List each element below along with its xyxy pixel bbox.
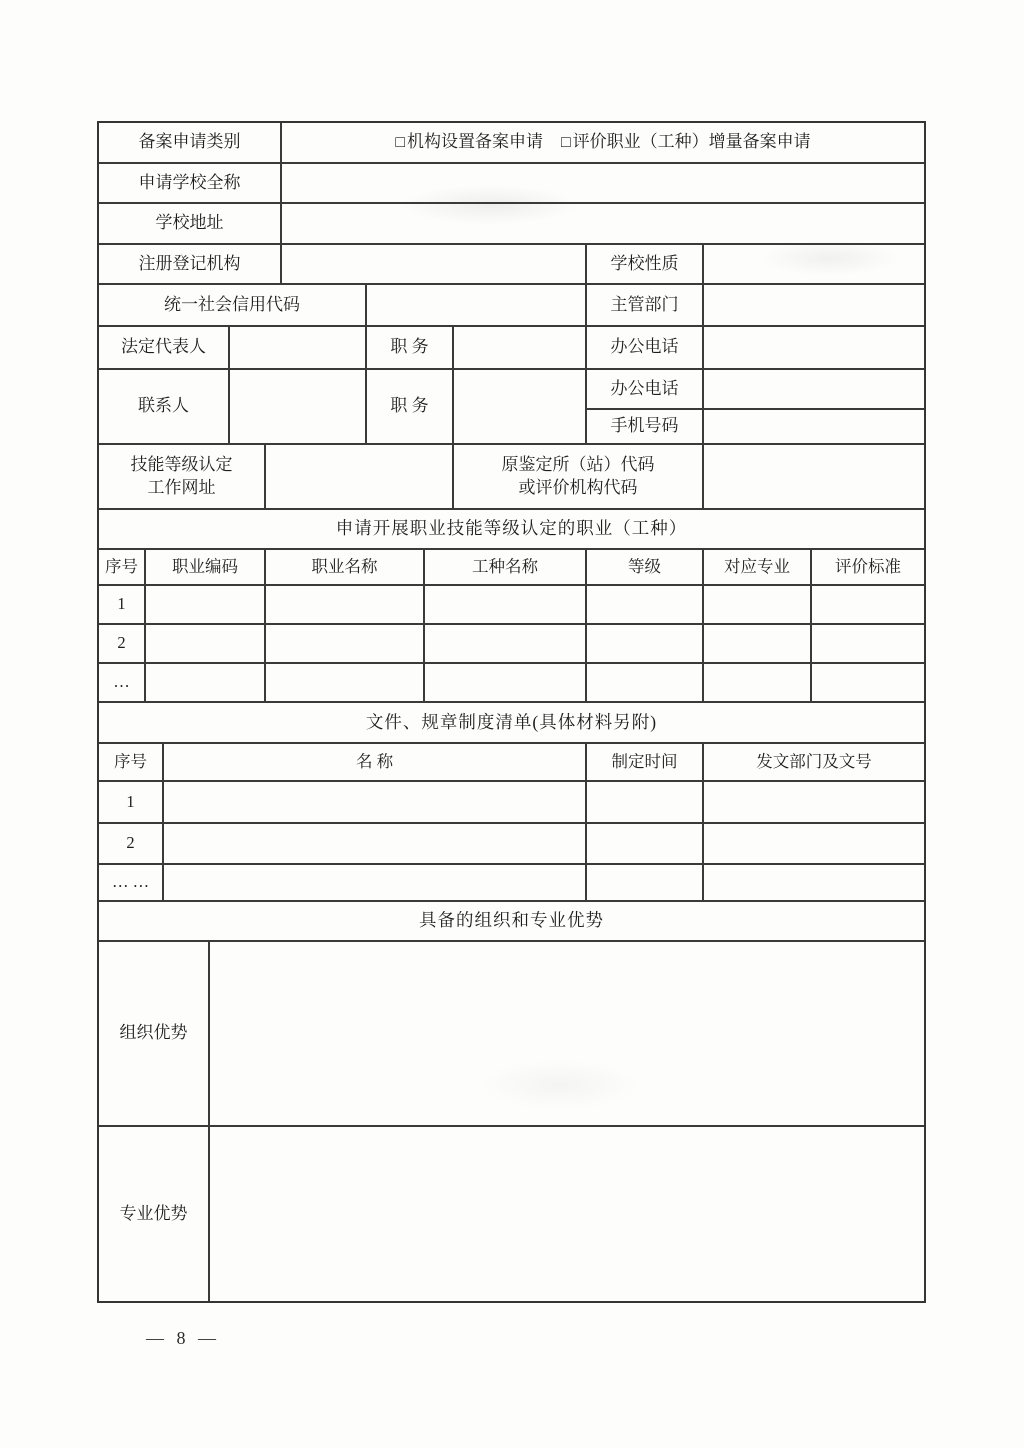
credit-code-label: 统一社会信用代码 [99,285,367,327]
documents-title: 文件、规章制度清单(具体材料另附) [99,703,924,744]
school-address-label: 学校地址 [99,204,282,245]
filing-option-increment [561,131,811,154]
col-header-no: 序号 [99,744,164,782]
cert-site-value-cell [266,445,454,510]
contact-office-phone-row [587,370,924,410]
form-row-school-address [99,204,924,245]
enact-date-cell [587,865,704,902]
col-header-level: 等级 [587,550,704,586]
contact-position-label: 职 务 [367,370,454,445]
supervisor-dept-label: 主管部门 [587,285,704,327]
row-no: 2 [99,625,146,664]
cert-site-label-line1: 技能等级认定 [130,454,233,474]
position-value-cell [454,327,587,370]
documents-table-row [99,824,924,865]
checkbox-icon[interactable]: □ [395,133,405,151]
filing-type-label: 备案申请类别 [99,123,282,164]
occupation-name-cell [266,664,425,703]
form-row-filing-type [99,123,924,164]
issuing-dept-cell [704,865,924,902]
school-name-value-cell [282,164,924,204]
legal-rep-value-cell [230,327,367,370]
occupation-code-cell [146,664,266,703]
issuing-dept-cell [704,824,924,865]
documents-title-row [99,703,924,744]
row-no: 2 [99,824,164,865]
contact-phones-group [587,370,924,445]
checkbox-option-label: 机构设置备案申请 [407,132,543,152]
documents-table-row [99,865,924,902]
occupations-title: 申请开展职业技能等级认定的职业（工种） [99,510,924,550]
col-header-enact-date: 制定时间 [587,744,704,782]
doc-name-cell [164,782,587,824]
level-cell [587,586,704,625]
form-row-school-name [99,164,924,204]
form-row-contact [99,370,924,445]
documents-table-row [99,782,924,824]
form-row-registration [99,245,924,285]
contact-value-cell [230,370,367,445]
occupations-table-row [99,664,924,703]
org-advantage-row [99,942,924,1127]
occupation-name-cell [266,625,425,664]
page-number: — 8 — [146,1328,220,1348]
col-header-standard: 评价标准 [812,550,924,586]
col-header-occupation-name: 职业名称 [266,550,425,586]
occupation-name-cell [266,586,425,625]
position-label: 职 务 [367,327,454,370]
form-row-credit-code [99,285,924,327]
registration-org-value-cell [282,245,587,285]
contact-office-phone-value-cell [704,370,924,410]
advantages-title-row [99,902,924,942]
col-header-no: 序号 [99,550,146,586]
col-header-worktype-name: 工种名称 [425,550,587,586]
credit-code-value-cell [367,285,587,327]
enact-date-cell [587,782,704,824]
office-phone-label: 办公电话 [587,327,704,370]
station-code-label [454,445,704,510]
row-no: … [99,664,146,703]
cert-site-label [99,445,266,510]
col-header-doc-name: 名 称 [164,744,587,782]
filing-option-institution [395,131,543,154]
school-nature-value-cell [704,245,924,285]
occupation-code-cell [146,586,266,625]
org-advantage-content-cell [210,942,924,1127]
school-nature-label: 学校性质 [587,245,704,285]
worktype-name-cell [425,586,587,625]
doc-name-cell [164,865,587,902]
standard-cell [812,586,924,625]
worktype-name-cell [425,664,587,703]
row-no: 1 [99,782,164,824]
doc-name-cell [164,824,587,865]
application-form-table [97,121,926,1303]
level-cell [587,664,704,703]
col-header-occupation-code: 职业编码 [146,550,266,586]
worktype-name-cell [425,625,587,664]
major-cell [704,586,812,625]
col-header-major: 对应专业 [704,550,812,586]
checkbox-icon[interactable]: □ [561,133,571,151]
prof-advantage-row [99,1127,924,1301]
row-no: 1 [99,586,146,625]
standard-cell [812,625,924,664]
registration-org-label: 注册登记机构 [99,245,282,285]
station-code-label-line1: 原鉴定所（站）代码 [501,454,655,474]
contact-mobile-row [587,410,924,445]
school-name-label: 申请学校全称 [99,164,282,204]
checkbox-option-label: 评价职业（工种）增量备案申请 [572,132,811,152]
prof-advantage-content-cell [210,1127,924,1301]
org-advantage-label: 组织优势 [99,942,210,1127]
occupations-title-row [99,510,924,550]
occupations-table-row [99,586,924,625]
major-cell [704,664,812,703]
mobile-label: 手机号码 [587,410,704,445]
supervisor-dept-value-cell [704,285,924,327]
occupations-header-row [99,550,924,586]
col-header-issuing-dept: 发文部门及文号 [704,744,924,782]
station-code-value-cell [704,445,924,510]
filing-type-options [282,123,924,164]
advantages-title: 具备的组织和专业优势 [99,902,924,942]
cert-site-label-line2: 工作网址 [147,477,216,497]
school-address-value-cell [282,204,924,245]
form-row-legal-rep [99,327,924,370]
legal-rep-label: 法定代表人 [99,327,230,370]
station-code-label-line2: 或评价机构代码 [518,477,638,497]
issuing-dept-cell [704,782,924,824]
form-row-cert-site [99,445,924,510]
mobile-value-cell [704,410,924,445]
row-no: … … [99,865,164,902]
level-cell [587,625,704,664]
contact-label: 联系人 [99,370,230,445]
standard-cell [812,664,924,703]
major-cell [704,625,812,664]
prof-advantage-label: 专业优势 [99,1127,210,1301]
contact-position-value-cell [454,370,587,445]
enact-date-cell [587,824,704,865]
documents-header-row [99,744,924,782]
office-phone-value-cell [704,327,924,370]
occupations-table-row [99,625,924,664]
occupation-code-cell [146,625,266,664]
contact-office-phone-label: 办公电话 [587,370,704,410]
